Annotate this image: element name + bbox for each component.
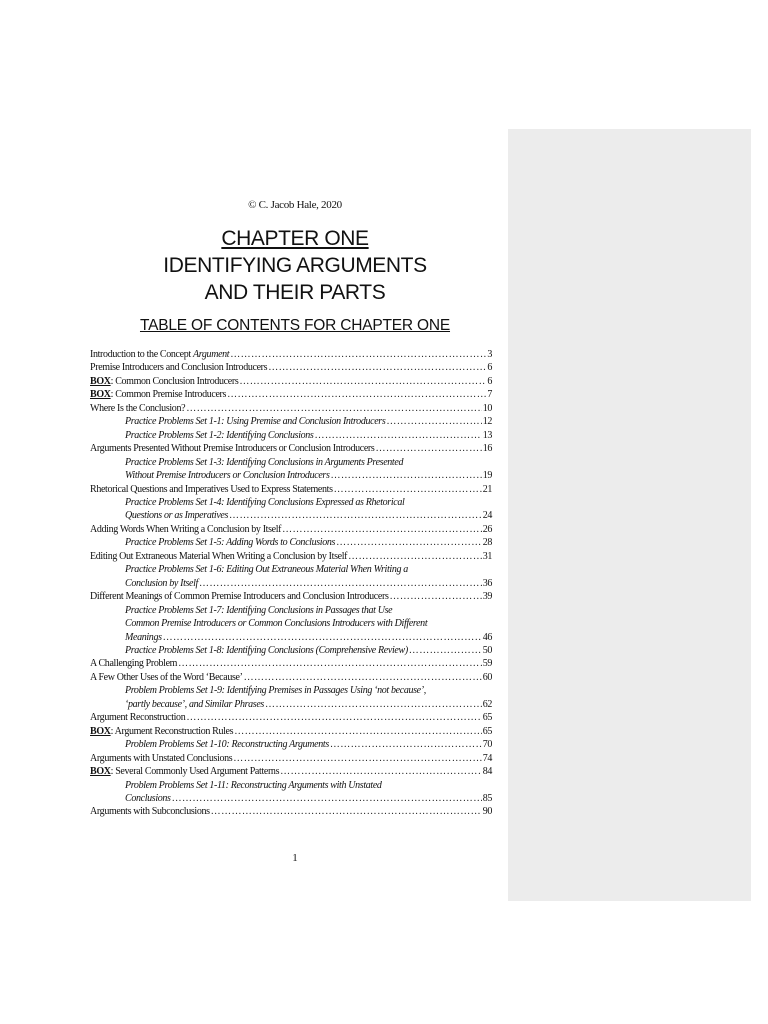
box-label: BOX (90, 725, 111, 737)
comment-pane (508, 129, 751, 901)
table-of-contents (90, 348, 492, 819)
toc-entry[interactable]: Different Meanings of Common Premise Introducers and Conclusion Introducers ………………………………………………………………………………………………………………………………………………………… 39 (90, 590, 492, 603)
chapter-title-line-1: IDENTIFYING ARGUMENTS (163, 254, 427, 277)
toc-leader (211, 805, 482, 818)
toc-subentry[interactable]: ‘partly because’, and Similar Phrases ………………………………………………………………………………………………………………………………………………………… 62 (90, 698, 492, 711)
toc-page-number: 65 (482, 712, 492, 724)
toc-page-number: 74 (482, 752, 492, 764)
toc-entry[interactable]: Rhetorical Questions and Imperatives Used to Express Statements ………………………………………………………………………………………………………………………………………………………… 21 (90, 483, 492, 496)
toc-leader (334, 483, 482, 496)
toc-leader (330, 738, 482, 751)
toc-entry[interactable]: Arguments with Subconclusions ………………………………………………………………………………………………………………………………………………………… 90 (90, 805, 492, 818)
toc-leader (229, 509, 482, 522)
toc-subentry-line[interactable]: Common Premise Introducers or Common Conclusions Introducers with Different (125, 618, 428, 630)
toc-leader (239, 375, 486, 388)
toc-subentry[interactable]: Practice Problems Set 1-5: Adding Words to Conclusions ………………………………………………………………………………………………………………………………………………………… 28 (90, 536, 492, 549)
toc-leader (186, 402, 482, 415)
toc-entry[interactable]: BOX: Several Commonly Used Argument Patterns ………………………………………………………………………………………………………………………………………………………… 84 (90, 765, 492, 778)
toc-page-number: 46 (482, 631, 492, 643)
toc-entry[interactable]: Adding Words When Writing a Conclusion by Itself ………………………………………………………………………………………………………………………………………………………… 26 (90, 523, 492, 536)
toc-leader (227, 388, 486, 401)
toc-subentry[interactable]: Practice Problems Set 1-1: Using Premise and Conclusion Introducers ………………………………………………………………………………………………………………………………………………………… 12 (90, 415, 492, 428)
toc-entry[interactable]: Editing Out Extraneous Material When Writing a Conclusion by Itself ………………………………………………………………………………………………………………………………………………………… 31 (90, 550, 492, 563)
toc-page-number: 3 (487, 349, 492, 360)
box-label: BOX (90, 766, 111, 778)
toc-page-number: 6 (487, 362, 492, 374)
box-label: BOX (90, 389, 111, 401)
toc-leader (331, 469, 482, 482)
toc-page-number: 84 (482, 766, 492, 778)
toc-subentry-line[interactable]: Problem Problems Set 1-11: Reconstructing Arguments with Unstated (125, 779, 382, 791)
toc-entry[interactable]: BOX: Argument Reconstruction Rules ………………………………………………………………………………………………………………………………………………………… 65 (90, 725, 492, 738)
copyright-line: © C. Jacob Hale, 2020 (248, 199, 342, 211)
toc-leader (265, 698, 482, 711)
toc-page-number: 85 (482, 792, 492, 804)
toc-subentry[interactable]: Conclusion by Itself ………………………………………………………………………………………………………………………………………………………… 36 (90, 577, 492, 590)
toc-entry[interactable]: Premise Introducers and Conclusion Introducers ………………………………………………………………………………………………………………………………………………………… 6 (90, 361, 492, 374)
toc-entry[interactable]: Introduction to the Concept Argument ………………………………………………………………………………………………………………………………………………………… 3 (90, 348, 492, 361)
toc-page-number: 59 (482, 658, 492, 670)
toc-page-number: 19 (482, 470, 492, 482)
toc-leader (386, 415, 481, 428)
toc-subentry-line[interactable]: Problem Problems Set 1-9: Identifying Premises in Passages Using ‘not because’, (125, 685, 426, 697)
toc-leader (178, 657, 482, 670)
toc-entry[interactable]: A Challenging Problem ………………………………………………………………………………………………………………………………………………………… 59 (90, 657, 492, 670)
toc-entry[interactable]: Where Is the Conclusion? ………………………………………………………………………………………………………………………………………………………… 10 (90, 402, 492, 415)
toc-subentry-line[interactable]: Practice Problems Set 1-4: Identifying Conclusions Expressed as Rhetorical (125, 496, 405, 508)
toc-page-number: 24 (482, 510, 492, 522)
toc-leader (390, 590, 482, 603)
toc-leader (186, 711, 481, 724)
toc-subentry[interactable]: Without Premise Introducers or Conclusion Introducers ………………………………………………………………………………………………………………………………………………………… 19 (90, 469, 492, 482)
toc-entry[interactable]: BOX: Common Conclusion Introducers ………………………………………………………………………………………………………………………………………………………… 6 (90, 375, 492, 388)
toc-page-number: 12 (482, 416, 492, 428)
toc-leader (314, 429, 481, 442)
toc-subentry[interactable]: Meanings ………………………………………………………………………………………………………………………………………………………… 46 (90, 631, 492, 644)
toc-leader (280, 765, 482, 778)
box-label: BOX (90, 375, 111, 387)
toc-subentry-line[interactable]: Practice Problems Set 1-7: Identifying Conclusions in Passages that Use (125, 604, 393, 616)
toc-page-number: 90 (482, 806, 492, 818)
toc-subentry[interactable]: Questions or as Imperatives ………………………………………………………………………………………………………………………………………………………… 24 (90, 509, 492, 522)
toc-title: TABLE OF CONTENTS FOR CHAPTER ONE (139, 317, 451, 334)
toc-subentry-line[interactable]: Practice Problems Set 1-3: Identifying Conclusions in Arguments Presented (125, 456, 404, 468)
toc-page-number: 28 (482, 537, 492, 549)
toc-subentry[interactable]: Practice Problems Set 1-2: Identifying Conclusions ………………………………………………………………………………………………………………………………………………………… 13 (90, 429, 492, 442)
toc-page-number: 50 (482, 644, 492, 656)
toc-leader (244, 671, 482, 684)
toc-page-number: 7 (487, 389, 492, 401)
toc-page-number: 65 (482, 725, 492, 737)
toc-page-number: 39 (482, 591, 492, 603)
toc-page-number: 21 (482, 483, 492, 495)
toc-page-number: 26 (482, 523, 492, 535)
toc-page-number: 13 (482, 429, 492, 441)
toc-subentry[interactable]: Conclusions ………………………………………………………………………………………………………………………………………………………… 85 (90, 792, 492, 805)
toc-page-number: 6 (487, 375, 492, 387)
toc-page-number: 31 (482, 550, 492, 562)
toc-page-number: 16 (482, 443, 492, 455)
toc-entry[interactable]: Arguments with Unstated Conclusions ………………………………………………………………………………………………………………………………………………………… 74 (90, 752, 492, 765)
toc-entry[interactable]: Argument Reconstruction ………………………………………………………………………………………………………………………………………………………… 65 (90, 711, 492, 724)
toc-leader (348, 550, 482, 563)
toc-page-number: 10 (482, 402, 492, 414)
toc-leader (409, 644, 482, 657)
toc-leader (268, 361, 486, 374)
toc-page-number: 60 (482, 671, 492, 683)
toc-leader (233, 752, 481, 765)
chapter-heading: CHAPTER ONE (221, 227, 369, 250)
toc-entry[interactable]: BOX: Common Premise Introducers ………………………………………………………………………………………………………………………………………………………… 7 (90, 388, 492, 401)
toc-entry[interactable]: Arguments Presented Without Premise Introducers or Conclusion Introducers ………………………………………………………………………………………………………………………………………………………… 16 (90, 442, 492, 455)
toc-leader (234, 725, 481, 738)
page-number: 1 (292, 852, 298, 864)
chapter-title-line-2: AND THEIR PARTS (204, 281, 386, 304)
toc-leader (172, 792, 482, 805)
toc-leader (199, 577, 482, 590)
toc-leader (282, 523, 482, 536)
toc-leader (163, 631, 482, 644)
toc-subentry[interactable]: Practice Problems Set 1-8: Identifying Conclusions (Comprehensive Review) ………………………………………………………………………………………………………………………………………………………… 50 (90, 644, 492, 657)
toc-page-number: 62 (482, 698, 492, 710)
toc-entry[interactable]: A Few Other Uses of the Word ‘Because’ ………………………………………………………………………………………………………………………………………………………… 60 (90, 671, 492, 684)
toc-subentry-line[interactable]: Practice Problems Set 1-6: Editing Out Extraneous Material When Writing a (125, 564, 408, 576)
toc-leader (230, 348, 486, 361)
toc-subentry[interactable]: Problem Problems Set 1-10: Reconstructing Arguments ………………………………………………………………………………………………………………………………………………………… 70 (90, 738, 492, 751)
toc-page-number: 70 (482, 739, 492, 751)
toc-page-number: 36 (482, 577, 492, 589)
toc-leader (336, 536, 482, 549)
toc-leader (375, 442, 481, 455)
